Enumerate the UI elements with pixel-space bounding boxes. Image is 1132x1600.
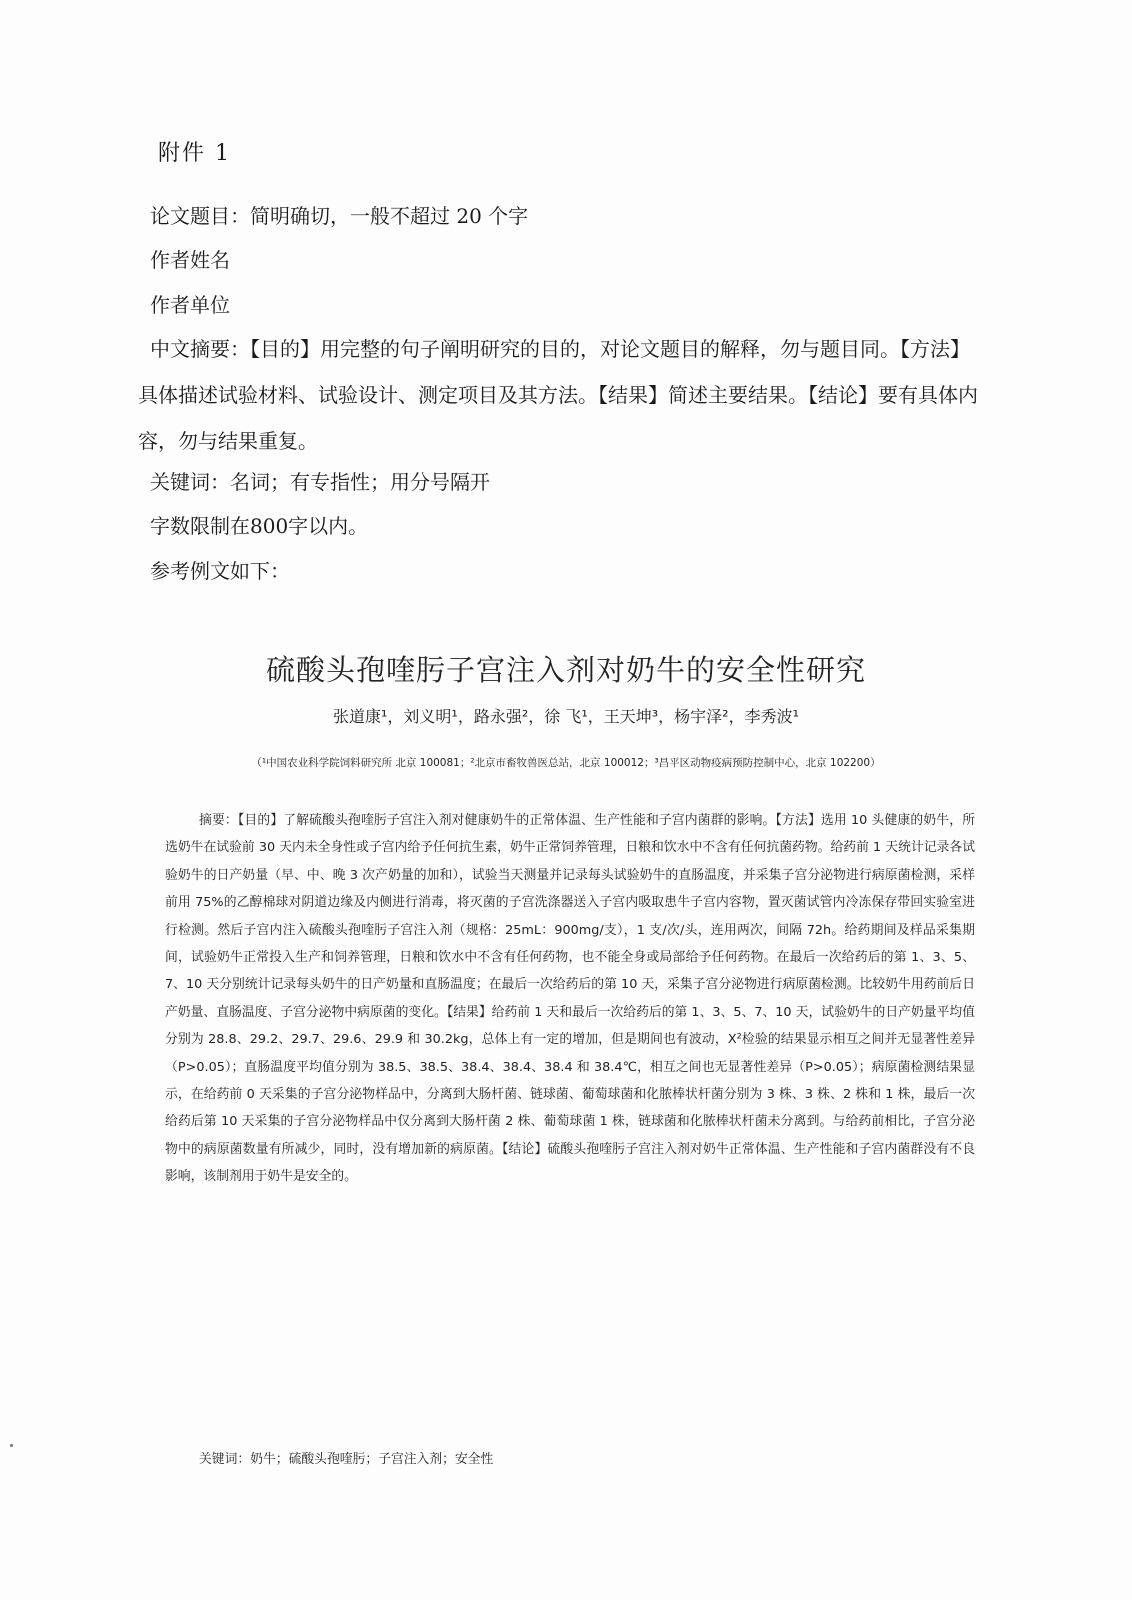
attachment-label: 附件 1 [158, 141, 231, 166]
example-keywords: 关键词：奶牛；硫酸头孢喹肟；子宫注入剂；安全性 [199, 1452, 494, 1467]
abstract-label: 摘要： [199, 813, 238, 828]
example-paper-title: 硫酸头孢喹肟子宫注入剂对奶牛的安全性研究 [265, 653, 866, 687]
abstract-body: 【目的】了解硫酸头孢喹肟子宫注入剂对健康奶牛的正常体温、生产性能和子宫内菌群的影响。【方法】选用 10 头健康的奶牛，所选奶牛在试验前 30 天内未全身性或子宫内给予任何抗生素，奶牛正常饲养管理，日粮和饮水中不含有任何抗菌药物。给药前 1 天统计记录各试验奶牛的日产奶量（早、中、晚 3 次产奶量的加和），试验当天测量并记录每头试验奶牛的直肠温度，并采集子宫分泌物进行病原菌检测，采样前用 75%的乙醇棉球对阴道边缘及内侧进行消毒，将灭菌的子宫洗涤器送入子宫内吸取患牛子宫内容物，置灭菌试管内冷冻保存带回实验室进行检测。然后子宫内注入硫酸头孢喹肟子宫注入剂（规格：25mL：900mg/支），1 支/次/头，连用两次，间隔 72h。给药期间及样品采集期间，试验奶牛正常投入生产和饲养管理，日粮和饮水中不含有任何药物，也不能全身或局部给予任何药物。在最后一次给药后的第 1、3、5、7、10 天分别统计记录每头奶牛的日产奶量和直肠温度；在最后一次给药后的第 10 天，采集子宫分泌物进行病原菌检测。比较奶牛用药前后日产奶量、直肠温度、子宫分泌物中病原菌的变化。【结果】给药前 1 天和最后一次给药后的第 1、3、5、7、10 天，试验奶牛的日产奶量平均值分别为 28.8、29.2、29.7、29.6、29.9 和 30.2kg，总体上有一定的增加，但是期间也有波动，X²检验的结果显示相互之间并无显著性差异（P>0.05）；直肠温度平均值分别为 38.5、38.5、38.4、38.4、38.4 和 38.4℃，相互之间也无显著性差异（P>0.05）；病原菌检测结果显示，在给药前 0 天采集的子宫分泌物样品中，分离到大肠杆菌、链球菌、葡萄球菌和化脓棒状杆菌分别为 3 株、3 株、2 株和 1 株，最后一次给药后第 10 天采集的子宫分泌物样品中仅分离到大肠杆菌 2 株、葡萄球菌 1 株，链球菌和化脓棒状杆菌未分离到。与给药前相比，子宫分泌物中的病原菌数量有所减少，同时，没有增加新的病原菌。【结论】硫酸头孢喹肟子宫注入剂对奶牛正常体温、生产性能和子宫内菌群没有不良影响，该制剂用于奶牛是安全的。 [165, 813, 975, 1185]
abstract-instruction: 中文摘要：【目的】用完整的句子阐明研究的目的，对论文题目的解释，勿与题目同。【方法】具体描述试验材料、试验设计、测定项目及其方法。【结果】简述主要结果。【结论】要有具体内容，勿与结果重复。 [138, 337, 978, 453]
word-limit-note: 字数限制在800字以内。 [150, 514, 369, 538]
author-unit-instruction: 作者单位 [150, 293, 230, 317]
scan-speck [10, 1444, 13, 1447]
title-instruction: 论文题目：简明确切，一般不超过 20 个字 [150, 204, 529, 228]
example-intro: 参考例文如下： [150, 559, 290, 583]
example-authors: 张道康¹，刘义明¹，路永强²，徐 飞¹，王天坤³，杨宇泽²，李秀波¹ [333, 707, 799, 726]
example-affiliations: （¹中国农业科学院饲料研究所 北京 100081；²北京市畜牧兽医总站，北京 100012；³昌平区动物疫病预防控制中心，北京 102200） [251, 757, 881, 769]
example-abstract [165, 807, 975, 1191]
author-name-instruction: 作者姓名 [150, 248, 230, 272]
keywords-instruction: 关键词：名词；有专指性；用分号隔开 [150, 470, 490, 494]
